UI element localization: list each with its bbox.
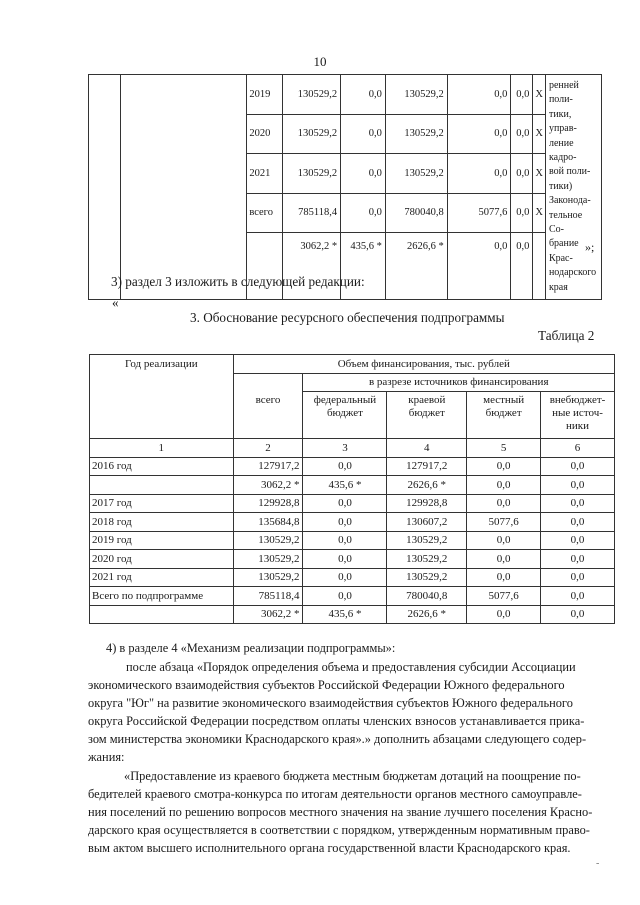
- total-cell: 785118,4: [233, 587, 303, 606]
- note-line: ренней поли-: [548, 80, 579, 106]
- other-cell: 0,0: [541, 494, 615, 513]
- table-row: [90, 457, 615, 476]
- other-cell: 0,0: [541, 568, 615, 587]
- regional-cell: 2626,6 *: [387, 605, 467, 624]
- total-cell: 127917,2: [233, 457, 303, 476]
- total-cell: 130529,2: [233, 550, 303, 569]
- row-label: 2019 год: [90, 531, 234, 550]
- total-cell: 785118,4: [283, 193, 341, 233]
- paragraph-4: 4) в разделе 4 «Механизм реализации подпрограммы»:: [106, 641, 396, 655]
- paragraph-line: «Предоставление из краевого бюджета местным бюджетам дотаций на поощрение по-: [124, 769, 581, 783]
- column-number-row: [90, 439, 615, 458]
- federal-cell: 0,0: [303, 457, 387, 476]
- regional-cell: 130529,2: [387, 568, 467, 587]
- other-header: [541, 392, 615, 439]
- local-cell: 0,0: [467, 531, 541, 550]
- local-cell: 0,0: [447, 233, 511, 300]
- table-label: Таблица 2: [538, 328, 595, 343]
- paragraph-line: вым актом высшего исполнительного органа государственной власти Краснодарского края.: [88, 841, 571, 855]
- header-line: внебюджет-: [549, 394, 606, 406]
- note-line: ление кадро-: [548, 137, 577, 164]
- table-row: [90, 494, 615, 513]
- local-cell: 0,0: [467, 605, 541, 624]
- local-cell: 5077,6: [467, 587, 541, 606]
- paragraph-line: жания:: [88, 750, 125, 764]
- federal-cell: 0,0: [341, 75, 386, 115]
- paragraph-line: округа "Юг" на развитие экономического взаимодействия субъектов Южного федерального: [88, 696, 573, 710]
- total-header: всего: [233, 392, 303, 439]
- header-line: краевой: [408, 394, 446, 406]
- regional-cell: 130529,2: [385, 154, 447, 194]
- row-label: 2020 год: [90, 550, 234, 569]
- other-cell: 0,0: [511, 114, 533, 154]
- header-line: местный: [483, 394, 525, 406]
- total-cell: 129928,8: [233, 494, 303, 513]
- header-line: ные источ-: [552, 407, 603, 419]
- header-line: бюджет: [408, 407, 445, 419]
- federal-cell: 0,0: [341, 154, 386, 194]
- year-header: Год реализации: [90, 355, 234, 439]
- regional-cell: 127917,2: [387, 457, 467, 476]
- row-label: [90, 476, 234, 495]
- page-number: 10: [313, 54, 327, 69]
- table-row: [90, 587, 615, 606]
- note-line: нодарского: [548, 267, 597, 279]
- regional-header: [387, 392, 467, 439]
- row-label: 2017 год: [90, 494, 234, 513]
- regional-cell: 130529,2: [385, 114, 447, 154]
- corner-mark: -: [596, 858, 600, 869]
- local-cell: 0,0: [467, 476, 541, 495]
- total-cell: 130529,2: [283, 154, 341, 194]
- local-cell: 0,0: [467, 568, 541, 587]
- table-row: [90, 568, 615, 587]
- total-cell: 135684,8: [233, 513, 303, 532]
- section-instruction: 3) раздел 3 изложить в следующей редакции:: [111, 274, 365, 289]
- federal-cell: 0,0: [303, 550, 387, 569]
- note-line: тики): [548, 180, 573, 192]
- local-cell: 0,0: [467, 550, 541, 569]
- x-cell: X: [533, 75, 546, 115]
- other-cell: 0,0: [511, 233, 533, 300]
- other-cell: 0,0: [541, 531, 615, 550]
- total-cell: 3062,2 *: [233, 605, 303, 624]
- note-line: тики, управ-: [548, 108, 577, 135]
- section-title: 3. Обоснование ресурсного обеспечения подпрограммы: [190, 310, 505, 325]
- local-cell: 0,0: [467, 494, 541, 513]
- other-cell: 0,0: [541, 513, 615, 532]
- regional-cell: 130529,2: [387, 550, 467, 569]
- header-line: ники: [566, 420, 590, 432]
- x-cell: X: [533, 193, 546, 233]
- row-label: 2016 год: [90, 457, 234, 476]
- paragraph-line: округа Российской Федерации посредством оплаты членских взносов устанавливается прика-: [88, 714, 585, 728]
- column-number: 3: [303, 439, 387, 458]
- total-cell: 3062,2 *: [233, 476, 303, 495]
- note-line: Законода-: [548, 195, 591, 207]
- federal-cell: 0,0: [303, 531, 387, 550]
- continuation-table: [88, 74, 602, 300]
- note-line: тельное Со-: [548, 209, 583, 236]
- header-line: федеральный: [313, 394, 377, 406]
- local-header: [467, 392, 541, 439]
- financing-table: [89, 354, 615, 624]
- local-cell: 5077,6: [447, 193, 511, 233]
- empty-cell: [233, 373, 303, 392]
- regional-cell: 780040,8: [385, 193, 447, 233]
- x-cell: [533, 233, 546, 300]
- year-cell: всего: [247, 193, 283, 233]
- other-cell: 0,0: [511, 75, 533, 115]
- federal-cell: 435,6 *: [341, 233, 386, 300]
- federal-cell: 0,0: [303, 513, 387, 532]
- local-cell: 5077,6: [467, 513, 541, 532]
- year-cell: 2019: [247, 75, 283, 115]
- federal-cell: 0,0: [303, 568, 387, 587]
- table-row: [90, 513, 615, 532]
- federal-cell: 0,0: [341, 114, 386, 154]
- regional-cell: 2626,6 *: [385, 233, 447, 300]
- row-label: Всего по подпрограмме: [90, 587, 234, 606]
- federal-header: [303, 392, 387, 439]
- paragraph-line: дарского края осуществляется в соответствии с порядком, утвержденным нормативным право-: [88, 823, 590, 837]
- total-cell: 130529,2: [283, 75, 341, 115]
- note-line: брание Крас-: [548, 238, 579, 264]
- other-cell: 0,0: [511, 154, 533, 194]
- column-number: 6: [541, 439, 615, 458]
- responsible-note: [545, 75, 601, 300]
- regional-cell: 2626,6 *: [387, 476, 467, 495]
- regional-cell: 780040,8: [387, 587, 467, 606]
- total-cell: 130529,2: [233, 568, 303, 587]
- paragraph-line: бедителей краевого смотра-конкурса по итогам деятельности органов местного самоуправле-: [88, 787, 582, 801]
- empty-cell: [120, 75, 247, 300]
- table-row: [90, 550, 615, 569]
- column-number: 2: [233, 439, 303, 458]
- other-cell: 0,0: [541, 550, 615, 569]
- table-row: [90, 605, 615, 624]
- regional-cell: 130529,2: [387, 531, 467, 550]
- paragraph-line: ния поселений по решению вопросов местного значения на звание лучшего поселения Красно-: [88, 805, 593, 819]
- note-line: края: [548, 281, 568, 293]
- federal-cell: 435,6 *: [303, 605, 387, 624]
- total-cell: 130529,2: [283, 114, 341, 154]
- federal-cell: 435,6 *: [303, 476, 387, 495]
- federal-cell: 0,0: [303, 494, 387, 513]
- column-number: 1: [90, 439, 234, 458]
- paragraph-line: после абзаца «Порядок определения объема и предоставления субсидии Ассоциации: [126, 660, 576, 674]
- volume-header: Объем финансирования, тыс. рублей: [233, 355, 614, 374]
- header-line: бюджет: [326, 407, 363, 419]
- row-label: [90, 605, 234, 624]
- empty-cell: [89, 75, 121, 300]
- regional-cell: 130607,2: [387, 513, 467, 532]
- year-cell: 2020: [247, 114, 283, 154]
- local-cell: 0,0: [447, 114, 511, 154]
- local-cell: 0,0: [467, 457, 541, 476]
- row-label: 2018 год: [90, 513, 234, 532]
- note-line: вой поли-: [548, 166, 591, 178]
- other-cell: 0,0: [541, 457, 615, 476]
- paragraph-line: экономического взаимодействия субъектов Российской Федерации Южного федерального: [88, 678, 565, 692]
- sources-header: в разрезе источников финансирования: [303, 373, 615, 392]
- table-row: [90, 476, 615, 495]
- other-cell: 0,0: [541, 587, 615, 606]
- regional-cell: 129928,8: [387, 494, 467, 513]
- row-label: 2021 год: [90, 568, 234, 587]
- open-quote: «: [112, 295, 119, 310]
- header-row: [90, 355, 615, 374]
- x-cell: X: [533, 114, 546, 154]
- table-row: [90, 531, 615, 550]
- x-cell: X: [533, 154, 546, 194]
- other-cell: 0,0: [541, 605, 615, 624]
- local-cell: 0,0: [447, 75, 511, 115]
- column-number: 4: [387, 439, 467, 458]
- regional-cell: 130529,2: [385, 75, 447, 115]
- year-cell: 2021: [247, 154, 283, 194]
- paragraph-line: зом министерства экономики Краснодарского края».» дополнить абзацами следующего содер-: [88, 732, 587, 746]
- local-cell: 0,0: [447, 154, 511, 194]
- total-cell: 130529,2: [233, 531, 303, 550]
- header-line: бюджет: [485, 407, 522, 419]
- table-row: [89, 75, 602, 115]
- total-cell: 3062,2 *: [283, 233, 341, 300]
- other-cell: 0,0: [541, 476, 615, 495]
- federal-cell: 0,0: [341, 193, 386, 233]
- federal-cell: 0,0: [303, 587, 387, 606]
- other-cell: 0,0: [511, 193, 533, 233]
- closing-quote: »;: [585, 240, 595, 254]
- column-number: 5: [467, 439, 541, 458]
